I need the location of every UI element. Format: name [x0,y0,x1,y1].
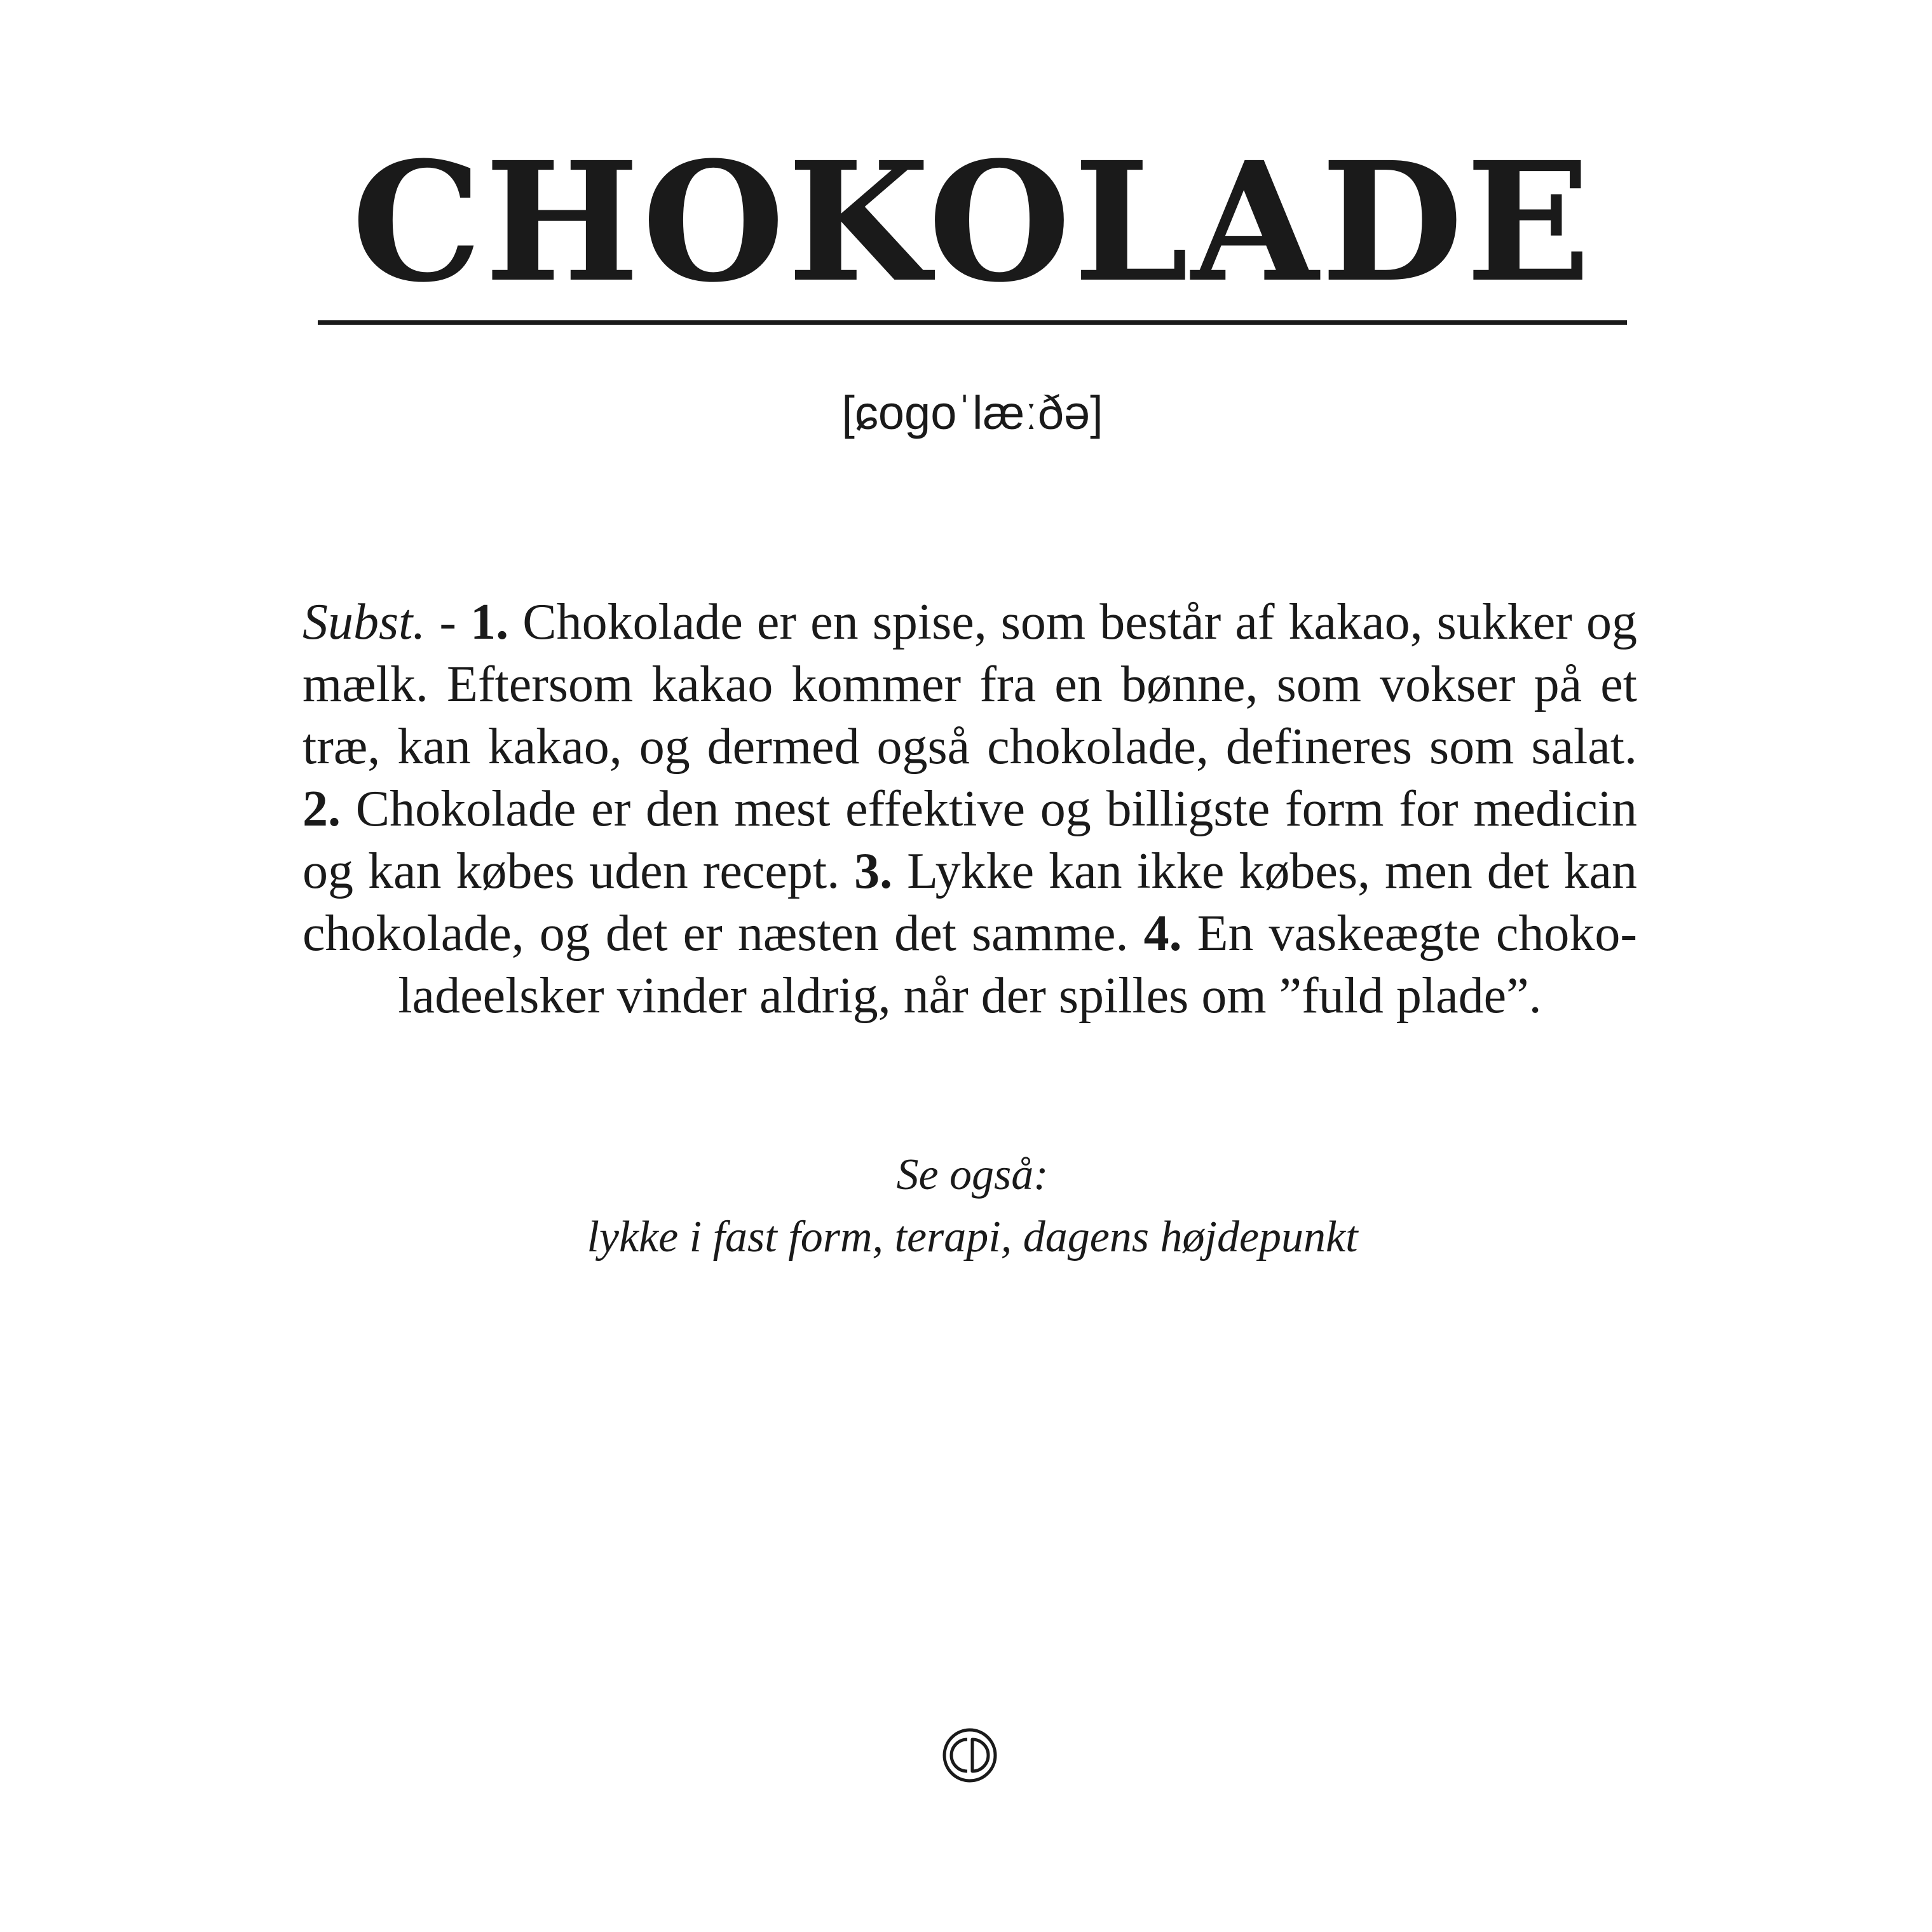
part-of-speech: Subst. [303,594,426,650]
title-underline [318,320,1627,325]
circle-monogram-icon [942,1727,998,1783]
sense-text-4: En vaskeægte chokoladeelsker vinder aldrig, når der spilles om ”fuld plade”. [398,906,1637,1024]
pronunciation: [ɕogoˈlæːðə] [841,386,1103,439]
sense-number-2: 2. [303,781,341,837]
see-also-label: Se også: [896,1150,1049,1199]
sense-text-3: Lykke kan ikke købes, men det kan chokolade, og det er næsten det samme. [303,843,1638,962]
sense-number-4: 4. [1143,906,1182,962]
sense-number-3: 3. [854,843,893,899]
definition-paragraph [303,591,1637,1027]
headword-title: CHOKOLADE [351,126,1593,318]
sense-text-1: Chokolade er en spise, som består af kakao, sukker og mælk. Eftersom kakao kommer fra en bønne, som vokser på et træ, kan kakao, og dermed også chokolade, defineres som salat. [303,594,1638,775]
pos-dash: - [425,594,471,650]
sense-number-1: 1. [470,594,509,650]
sense-text-2: Chokolade er den mest effektive og billigste form for medicin og kan købes uden recept. [303,781,1637,899]
see-also-block [318,1144,1627,1269]
see-also-items: lykke i fast form, terapi, dagens højdepunkt [587,1213,1358,1262]
